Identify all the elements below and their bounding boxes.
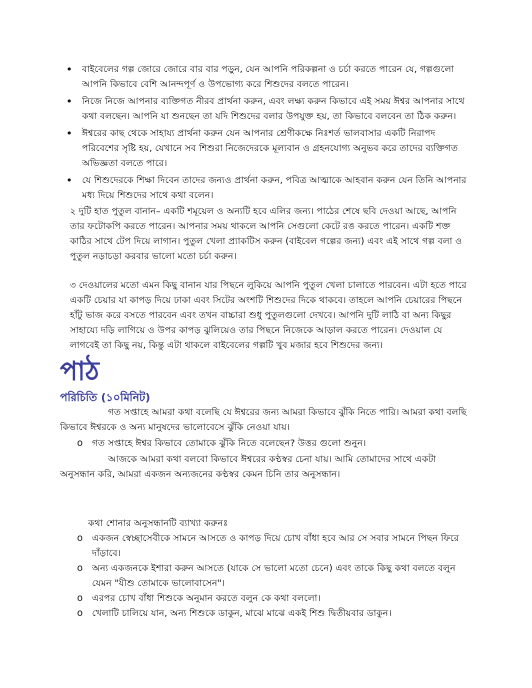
bullet-item [58, 62, 468, 92]
activity-step [70, 606, 468, 621]
activity-step-text: এরপর চোখ বাঁধা শিশুকে অনুমান করতে বলুন কে কথা বললো। [92, 593, 321, 604]
activity-step-text: খেলাটি চালিয়ে যান, অন্য শিশুকে ডাকুন, মাঝে মাঝে একই শিশু দ্বিতীয়বার ডাকুন। [92, 608, 392, 619]
preparation-bullet-list [58, 62, 468, 203]
activity-step [70, 591, 468, 606]
intro-question-list [70, 436, 468, 451]
wall-instruction-paragraph: ৩ দেওয়ালের মতো এমন কিছু বানান যার পিছনে লুকিয়ে আপনি পুতুল খেলা চালাতে পারবেন। এটা হতে পারে একটি চেয়ার যা কাপড় দিয়ে ঢাকা এবং সিটের অংশটি শিশুদের দিকে থাকবে। তাহলে আপনি চেয়ারের পিছনে হাঁটু ভাজ করে বসতে পারবেন এবং তখন বাচ্চারা শুধু পুতুলগুলো দেখবে। আপনি দুটি লাঠি বা অন্য কিছুর সাহায্যে দড়ি লাগিয়ে ও উপর কাপড় ঝুলিয়েও তার পিছনে নিজেকে আড়াল করতে পারেন। দেওয়াল যে লাগবেই তা কিছু নয়, কিন্তু এটা থাকলে বাইবেলের গল্পটি খুব মজার হবে শিশুদের জন্য। [70, 280, 467, 351]
activity-step [70, 531, 468, 561]
bullet-item [58, 173, 468, 203]
activity-step-text: একজন স্বেচ্ছাসেবীকে সামনে আসতে ও কাপড় দিয়ে চোখ বাঁধা হবে আর সে সবার সামনে পিছন ফিরে দাঁড়াবে। [92, 533, 459, 559]
activity-step [70, 561, 468, 591]
activity-step-text: অন্য একজনকে ইশারা করুন আসতে (যাকে সে ভালো মতো চেনে) এবং তাকে কিছু কথা বলতে বলুন যেমন "যীশু তোমাকে ভালোবাসেন"। [92, 563, 456, 589]
subsection-title: পরিচিতি (১০মিনিট) [60, 391, 151, 404]
section-title: পাঠ [60, 357, 100, 387]
bullet-item [58, 94, 468, 124]
bullet-text: যে শিশুদেরকে শিক্ষা দিবেন তাদের জন্যও প্রার্থনা করুন, পবিত্র আত্মাকে আহবান করুন যেন তিনি আপনার মধ্য দিয়ে শিশুদের সাথে কথা বলেন। [82, 175, 467, 201]
bullet-text: ঈশ্বরের কাছ থেকে সাহায্য প্রার্থনা করুন যেন আপনার শ্রেণীকক্ষে নিঃশর্ত ভালবাসার একটি নিরাপদ পরিবেশের সৃষ্টি হয়, যেখানে সব শিশুরা নিজেদেরকে মূল্যবান ও গ্রহনযোগ্য অনুভব করে তাদের ব্যক্তিগত অভিজ্ঞতা বলতে পারে। [82, 128, 458, 169]
activity-steps-list [70, 531, 468, 621]
question-text: গত সপ্তাহে ঈশ্বর কিভাবে তোমাকে ঝুঁকি নিতে বলেছেন? উত্তর গুলো শুনুন। [92, 438, 367, 449]
bullet-text: নিজে নিজে আপনার ব্যক্তিগত নীরব প্রার্থনা করুন, এবং লক্ষ্য করুন কিভাবে এই সময় ঈশ্বর আপনার সাথে কথা বলছেন। আপনি যা শুনছেন তা যদি শিশুদের বলার উপযুক্ত হয়, তা কিভাবে বলবেন তা ঠিক করুন। [82, 96, 465, 122]
bullet-item [58, 126, 468, 171]
bullet-text: বাইবেলের গল্প জোরে জোরে বার বার পড়ুন, যেন আপনি পরিকল্পনা ও চর্চা করতে পারেন যে, গল্পগুলো আপনি কিভাবে বেশি আনন্দপূর্ণ ও উপভোগ্য করে শিশুদের বলতে পারেন। [82, 64, 454, 90]
puppet-instruction-paragraph: ২ দুটি হাত পুতুল বানান– একটি শমূয়েল ও অন্যটি হবে এলির জন্য। পাঠের শেষে ছবি দেওয়া আছে, আপনি তার ফটোকপি করতে পারেন। আপনার সময় থাকলে আপনি সেগুলো কেটে রঙ করতে পারেন। একটি শক্ত কাঠির সাথে টেপ দিয়ে লাগান। পুতুল খেলা প্র্যাকটিস করুন (বাইবেল গল্পের জন্য) এবং এই সাথে গল্প বলা ও পুতুল নড়াচড়া করবার ভালো মতো চর্চা করুন। [70, 206, 462, 262]
activity-intro: কথা শোনার অনুসন্ধানটি ব্যাখ্যা করুনঃ [88, 518, 228, 529]
intro-paragraph: গত সপ্তাহে আমরা কথা বলেছি যে ঈশ্বরের জন্য আমরা কিভাবে ঝুঁকি নিতে পারি। আমরা কথা বলছি কিভাবে ঈশ্বরকে ও অন্য মানুষদের ভালোবেসে ঝুঁকি নেওয়া যায়। [60, 407, 467, 433]
intro-paragraph-2: আজকে আমরা কথা বলবো কিভাবে ঈশ্বরের কণ্ঠস্বর চেনা যায়। আমি তোমাদের সাথে একটা অনুসন্ধান করি, আমরা একজন অন্যজনের কণ্ঠস্বর কেমন চিনি তার অনুসন্ধান। [60, 454, 436, 480]
question-item [70, 436, 468, 451]
